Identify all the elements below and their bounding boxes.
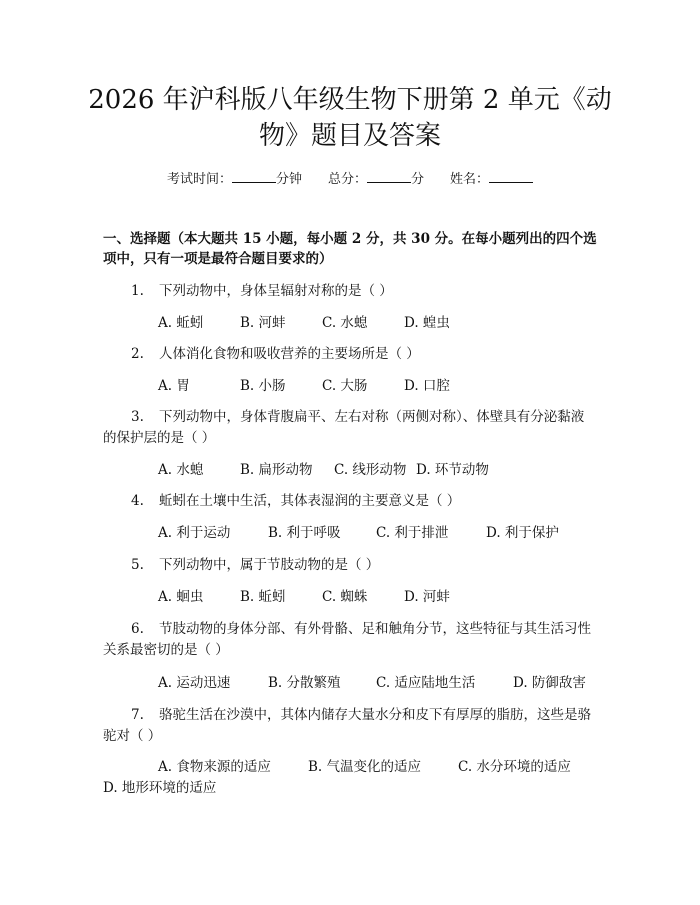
question-4-text: 蚯蚓在土壤中生活，其体表湿润的主要意义是（ ） bbox=[159, 493, 461, 509]
question-5-number: 5. bbox=[131, 557, 144, 573]
question-7-continuation: 驼对（ ） bbox=[103, 728, 162, 744]
question-2-stem bbox=[131, 344, 420, 364]
question-3-stem bbox=[131, 407, 584, 427]
question-6-option-d[interactable]: D. 防御敌害 bbox=[513, 675, 586, 691]
question-4-stem bbox=[131, 491, 460, 511]
name-label: 姓名： bbox=[450, 172, 490, 187]
question-5-text: 下列动物中，属于节肢动物的是（ ） bbox=[159, 557, 380, 573]
name-blank[interactable] bbox=[489, 168, 533, 183]
question-6-continuation: 关系最密切的是（ ） bbox=[103, 642, 229, 658]
question-4-option-b[interactable]: B. 利于呼吸 bbox=[268, 525, 341, 541]
question-5-option-b[interactable]: B. 蚯蚓 bbox=[240, 589, 286, 605]
section-heading-line-1: 一、选择题（本大题共 15 小题，每小题 2 分，共 30 分。在每小题列出的四个选 bbox=[103, 231, 597, 247]
question-6-option-c[interactable]: C. 适应陆地生活 bbox=[376, 675, 476, 691]
time-blank[interactable] bbox=[232, 168, 276, 183]
document-title-line-1: 2026 年沪科版八年级生物下册第 2 单元《动 bbox=[88, 85, 612, 115]
question-1-text: 下列动物中，身体呈辐射对称的是（ ） bbox=[159, 283, 393, 299]
question-6-stem bbox=[131, 619, 591, 639]
score-blank[interactable] bbox=[367, 168, 411, 183]
question-7-number: 7. bbox=[131, 707, 144, 723]
question-7-option-a[interactable]: A. 食物来源的适应 bbox=[158, 759, 271, 775]
score-label: 总分： bbox=[327, 172, 367, 187]
document-title-line-2: 物》题目及答案 bbox=[258, 121, 441, 151]
time-label: 考试时间： bbox=[166, 172, 232, 187]
question-4-option-a[interactable]: A. 利于运动 bbox=[158, 525, 231, 541]
question-5-option-d[interactable]: D. 河蚌 bbox=[404, 589, 450, 605]
question-6-number: 6. bbox=[131, 621, 144, 637]
question-2-option-d[interactable]: D. 口腔 bbox=[404, 378, 450, 394]
question-1-stem bbox=[131, 281, 393, 301]
question-3-option-a[interactable]: A. 水螅 bbox=[158, 462, 204, 478]
question-5-stem bbox=[131, 555, 379, 575]
section-heading-line-2: 项中，只有一项是最符合题目要求的） bbox=[103, 251, 333, 267]
question-7-text-line-1: 骆驼生活在沙漠中，其体内储存大量水分和皮下有厚厚的脂肪，这些是骆 bbox=[159, 707, 591, 723]
question-1-option-a[interactable]: A. 蚯蚓 bbox=[158, 315, 204, 331]
question-5-option-c[interactable]: C. 蜘蛛 bbox=[322, 589, 368, 605]
question-3-text-line-1: 下列动物中，身体背腹扁平、左右对称（两侧对称）、体壁具有分泌黏液 bbox=[159, 409, 585, 425]
question-2-text: 人体消化食物和吸收营养的主要场所是（ ） bbox=[159, 346, 420, 362]
question-6-option-a[interactable]: A. 运动迅速 bbox=[158, 675, 231, 691]
question-3-option-c[interactable]: C. 线形动物 bbox=[334, 462, 407, 478]
question-3-option-b[interactable]: B. 扁形动物 bbox=[240, 462, 313, 478]
score-unit: 分 bbox=[411, 172, 425, 187]
question-4-number: 4. bbox=[131, 493, 144, 509]
question-3-continuation: 的保护层的是（ ） bbox=[103, 430, 216, 446]
question-7-stem bbox=[131, 705, 591, 725]
question-2-option-c[interactable]: C. 大肠 bbox=[322, 378, 368, 394]
question-5-option-a[interactable]: A. 蛔虫 bbox=[158, 589, 204, 605]
question-7-option-c[interactable]: C. 水分环境的适应 bbox=[458, 759, 571, 775]
question-1-option-b[interactable]: B. 河蚌 bbox=[240, 315, 286, 331]
question-2-option-b[interactable]: B. 小肠 bbox=[240, 378, 286, 394]
question-3-number: 3. bbox=[131, 409, 144, 425]
question-6-text-line-1: 节肢动物的身体分部、有外骨骼、足和触角分节，这些特征与其生活习性 bbox=[159, 621, 591, 637]
question-7-option-b[interactable]: B. 气温变化的适应 bbox=[308, 759, 422, 775]
question-1-option-c[interactable]: C. 水螅 bbox=[322, 315, 368, 331]
question-1-number: 1. bbox=[131, 283, 144, 299]
time-unit: 分钟 bbox=[275, 172, 302, 187]
question-3-option-d[interactable]: D. 环节动物 bbox=[416, 462, 489, 478]
exam-info-line bbox=[0, 168, 700, 190]
question-7-option-d[interactable]: D. 地形环境的适应 bbox=[103, 780, 217, 796]
question-1-option-d[interactable]: D. 蝗虫 bbox=[404, 315, 450, 331]
question-2-number: 2. bbox=[131, 346, 144, 362]
question-4-option-c[interactable]: C. 利于排泄 bbox=[376, 525, 449, 541]
question-2-option-a[interactable]: A. 胃 bbox=[158, 378, 190, 394]
question-4-option-d[interactable]: D. 利于保护 bbox=[486, 525, 559, 541]
question-6-option-b[interactable]: B. 分散繁殖 bbox=[268, 675, 341, 691]
